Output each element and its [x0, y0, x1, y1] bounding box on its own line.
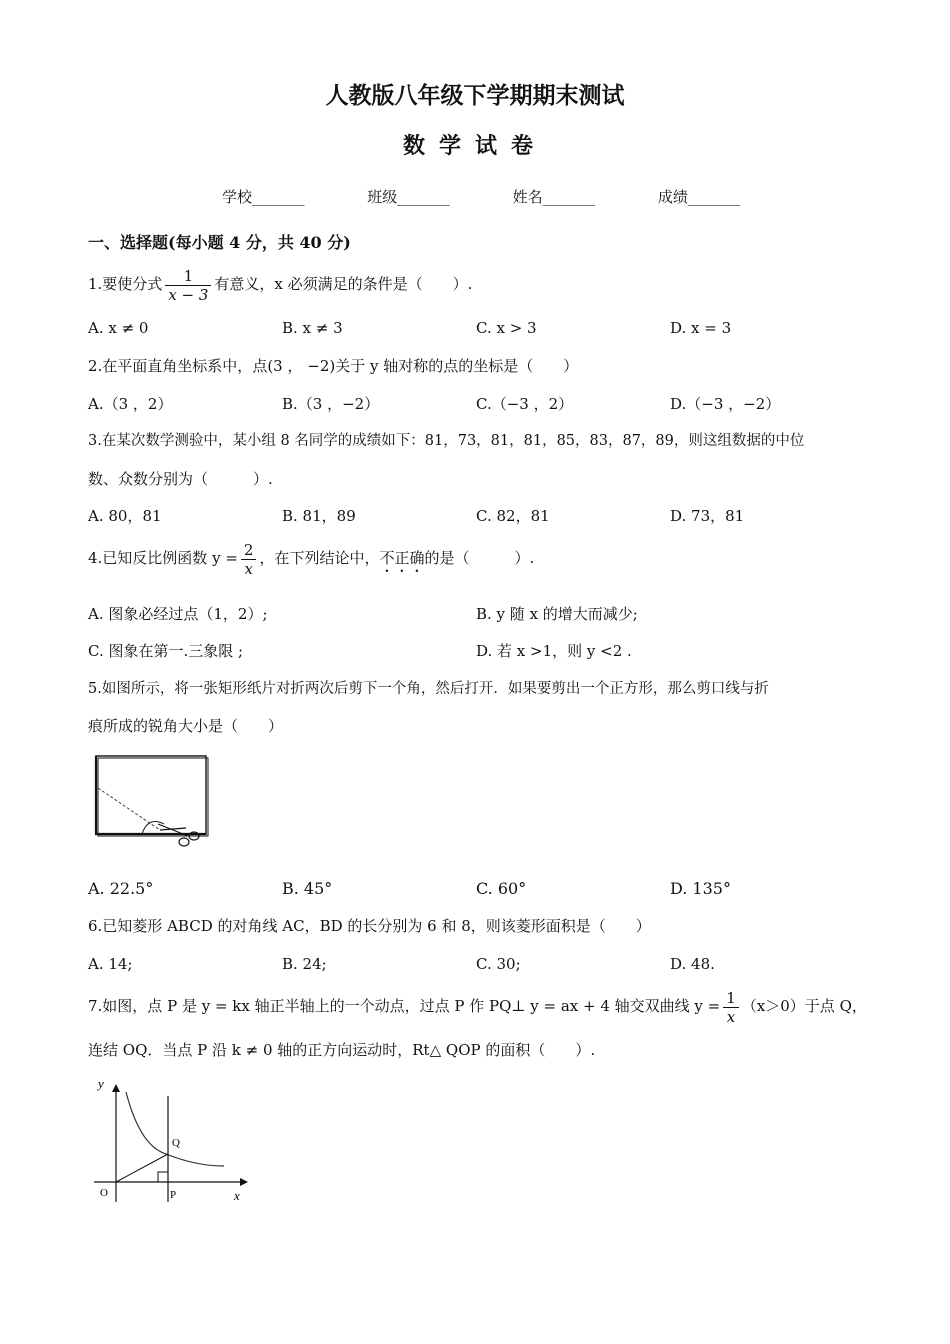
- q2-option-c: C.（−3 ，2）: [476, 395, 574, 413]
- q4-option-a: A. 图象必经过点（1，2）;: [88, 605, 268, 623]
- y-label: y: [98, 1076, 104, 1091]
- question-4: 4.已知反比例函数 y = $\frac{2}{x}$ ，在下列结论中，不正确的是（ ）.: [88, 540, 535, 578]
- name-field: 姓名_______: [512, 188, 596, 206]
- origin-label: O: [100, 1187, 108, 1199]
- q5-option-c: C. 60°: [476, 879, 527, 898]
- q-label: Q: [172, 1137, 180, 1149]
- q5-option-a: A. 22.5°: [88, 879, 154, 898]
- q3-option-b: B. 81，89: [282, 507, 356, 525]
- question-1: 1.要使分式 $\frac{1}{x - 3}$ 有意义，x 必须满足的条件是（ ）.: [88, 266, 473, 304]
- q4-option-b: B. y 随 x 的增大而减少;: [476, 605, 638, 623]
- question-5-line-2: 痕所成的锐角大小是（ ）: [88, 717, 284, 735]
- q6-option-d: D. 48.: [670, 955, 715, 973]
- page-title: 人教版八年级下学期期末测试: [325, 82, 625, 109]
- question-7-line-1: 7.如图，点 P 是 y = kx 轴正半轴上的一个动点，过点 P 作 PQ⊥ y = ax + 4 轴交双曲线 y = $\frac{1}{x}$ （x＞0）于点 Q，: [88, 988, 867, 1026]
- emphasis-text: 不正确: [379, 549, 425, 567]
- q2-option-a: A.（3 ，2）: [88, 395, 173, 413]
- question-5-line-1: 5.如图所示，将一张矩形纸片对折两次后剪下一个角，然后打开．如果要剪出一个正方形，那么剪口线与折: [88, 681, 769, 697]
- class-field: 班级_______: [367, 188, 450, 206]
- q3-option-a: A. 80，81: [88, 507, 162, 525]
- q6-option-b: B. 24;: [282, 955, 327, 973]
- q4-option-d: D. 若 x >1，则 y <2 .: [476, 642, 632, 660]
- q4-option-c: C. 图象在第一.三象限 ;: [88, 642, 244, 660]
- question-2: 2.在平面直角坐标系中，点(3 ， −2)关于 y 轴对称的点的坐标是（ ）: [88, 357, 579, 375]
- q1-option-d: D. x = 3: [670, 319, 732, 337]
- q2-option-d: D.（−3 ，−2）: [670, 395, 781, 413]
- y-axis-arrow: [112, 1084, 120, 1092]
- score-field: 成绩_______: [657, 188, 741, 206]
- question-3-line-1: 3.在某次数学测验中，某小组 8 名同学的成绩如下：81，73，81，81，85，83，87，89，则这组数据的中位: [88, 433, 805, 449]
- fraction: $\frac{1}{x}$: [723, 989, 739, 1026]
- hyperbola-figure: [88, 1076, 258, 1206]
- x-axis-arrow: [240, 1178, 248, 1186]
- section-heading: 一、选择题(每小题 4 分，共 40 分): [88, 233, 351, 252]
- oq-segment: [116, 1154, 168, 1182]
- question-3-line-2: 数、众数分别为（ ）.: [88, 470, 273, 488]
- question-7-line-2: 连结 OQ．当点 P 沿 k ≠ 0 轴的正方向运动时，Rt△ QOP 的面积（ ）.: [88, 1041, 596, 1059]
- fraction: $\frac{1}{x - 3}$: [165, 267, 211, 304]
- page-subtitle: 数学试卷: [402, 133, 547, 159]
- q3-option-d: D. 73，81: [670, 507, 745, 525]
- x-label: x: [234, 1188, 240, 1203]
- hyperbola-curve: [126, 1092, 224, 1166]
- p-label: P: [170, 1189, 177, 1201]
- q5-option-b: B. 45°: [282, 879, 333, 898]
- q5-option-d: D. 135°: [670, 879, 731, 898]
- q1-option-a: A. x ≠ 0: [88, 319, 149, 337]
- q6-option-c: C. 30;: [476, 955, 521, 973]
- school-field: 学校_______: [222, 188, 305, 206]
- q1-option-c: C. x > 3: [476, 319, 537, 337]
- fraction: $\frac{2}{x}$: [241, 541, 257, 578]
- q6-option-a: A. 14;: [88, 955, 133, 973]
- student-info-row: [222, 187, 798, 207]
- right-angle-mark: [158, 1172, 168, 1182]
- q2-option-b: B.（3 ，−2）: [282, 395, 380, 413]
- q3-option-c: C. 82，81: [476, 507, 550, 525]
- q1-option-b: B. x ≠ 3: [282, 319, 343, 337]
- folded-paper-figure: [90, 752, 215, 862]
- question-6: 6.已知菱形 ABCD 的对角线 AC，BD 的长分别为 6 和 8，则该菱形面积是（ ）: [88, 917, 651, 935]
